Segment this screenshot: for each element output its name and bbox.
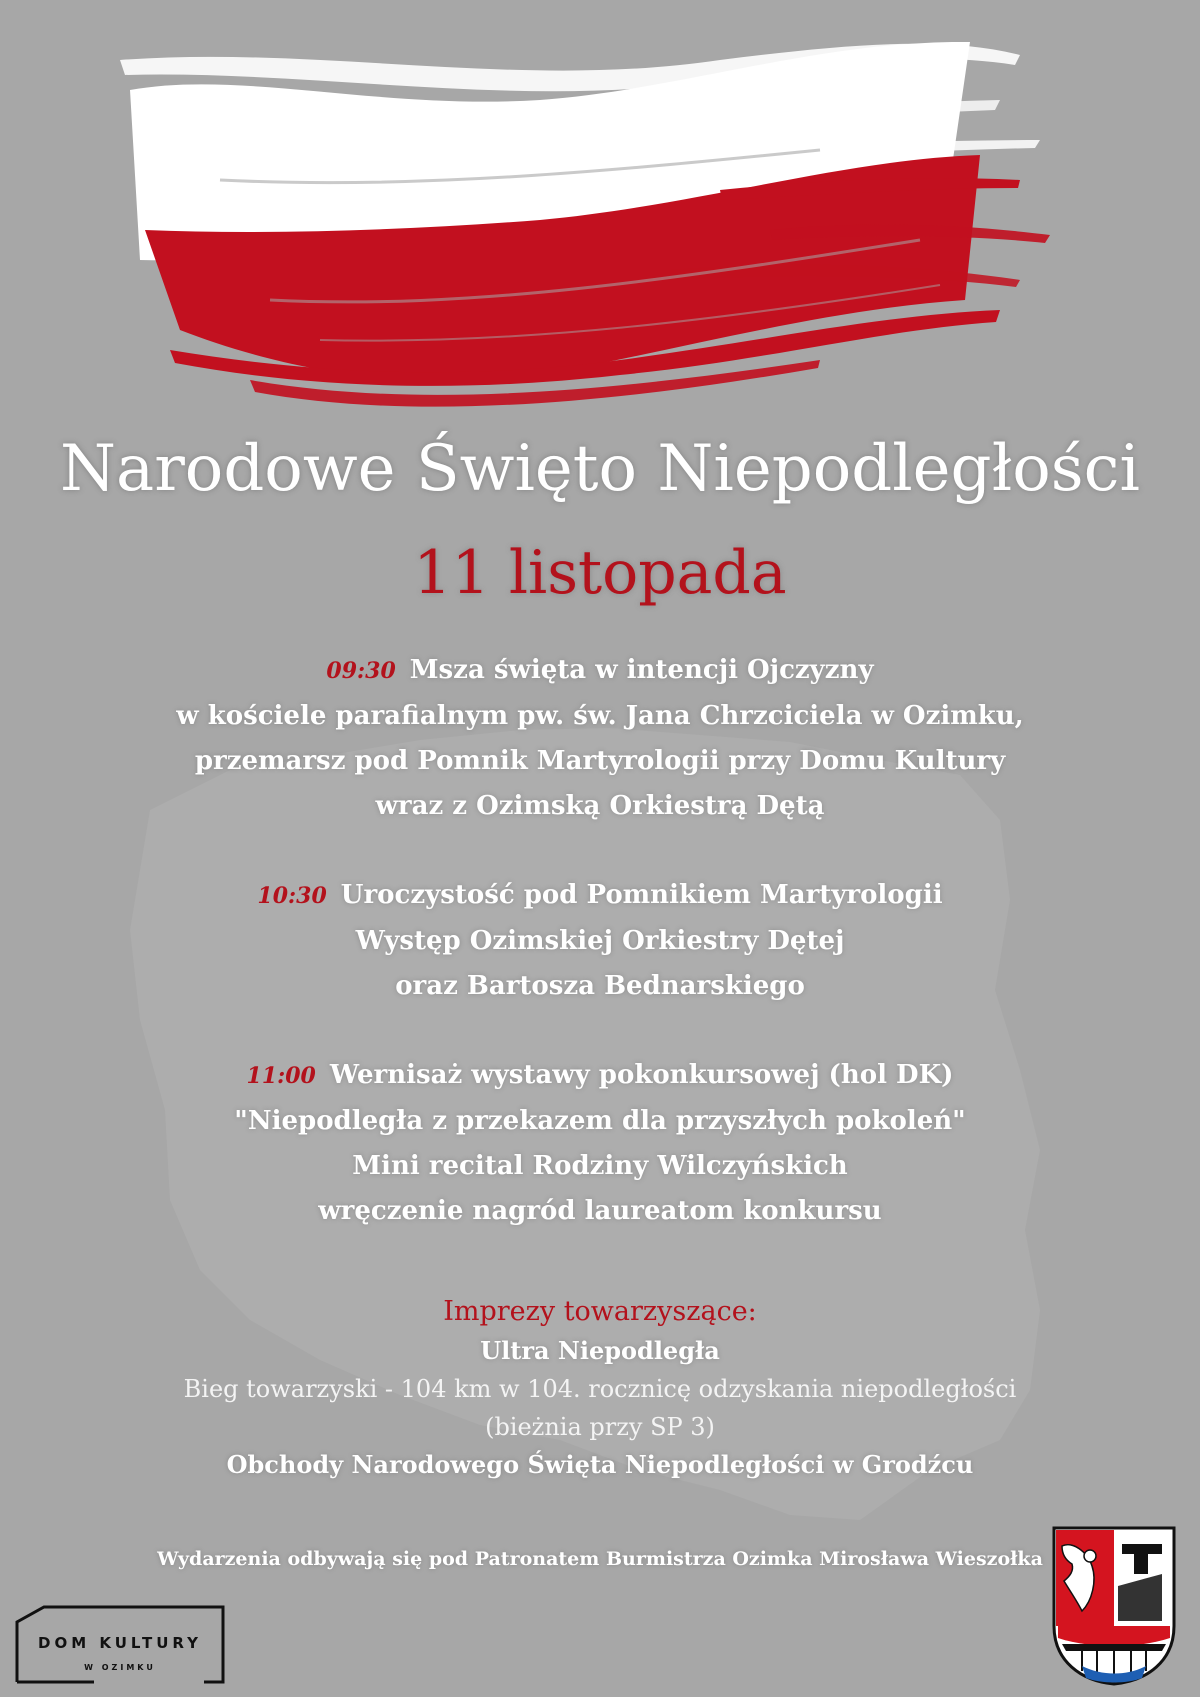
side-event-title: Ultra Niepodległa <box>480 1336 720 1365</box>
event-headline <box>0 873 1200 919</box>
logo-sub-text: W OZIMKU <box>84 1663 156 1672</box>
event-line: Wernisaż wystawy pokonkursowej (hol DK) <box>329 1060 954 1090</box>
event-line: Uroczystość pod Pomnikiem Martyrologii <box>340 880 943 910</box>
event-time: 10:30 <box>257 883 327 909</box>
event-line: wraz z Ozimską Orkiestrą Dętą <box>375 791 825 821</box>
side-event-title: Obchody Narodowego Święta Niepodległości w Grodźcu <box>226 1450 974 1479</box>
event-headline <box>0 648 1200 694</box>
event-date: 11 listopada <box>413 538 787 608</box>
event-line: oraz Bartosza Bednarskiego <box>395 971 805 1001</box>
event-1030 <box>0 873 1200 1009</box>
polish-flag-brushstroke <box>120 30 1080 430</box>
event-line: "Niepodległa z przekazem dla przyszłych pokoleń" <box>234 1106 966 1136</box>
side-event-location: (bieżnia przy SP 3) <box>485 1413 715 1441</box>
event-time: 11:00 <box>246 1063 316 1089</box>
poster-title: Narodowe Święto Niepodległości <box>60 432 1140 506</box>
side-events-heading: Imprezy towarzyszące: <box>443 1296 757 1327</box>
event-line: w kościele parafialnym pw. św. Jana Chrzciciela w Ozimku, <box>176 701 1024 731</box>
side-events <box>0 1292 1200 1484</box>
dom-kultury-logo <box>14 1604 226 1684</box>
event-line: Msza święta w intencji Ojczyzny <box>409 655 874 685</box>
event-line: wręczenie nagród laureatom konkursu <box>318 1196 882 1226</box>
event-1100 <box>0 1053 1200 1234</box>
patronage-note: Wydarzenia odbywają się pod Patronatem Burmistrza Ozimka Mirosława Wieszołka <box>157 1548 1043 1570</box>
event-headline <box>0 1053 1200 1099</box>
event-0930 <box>0 648 1200 829</box>
event-line: przemarsz pod Pomnik Martyrologii przy Domu Kultury <box>194 746 1006 776</box>
event-line: Mini recital Rodziny Wilczyńskich <box>352 1151 848 1181</box>
logo-main-text: DOM KULTURY <box>38 1634 202 1652</box>
ozimek-coat-of-arms-icon <box>1052 1526 1176 1686</box>
side-event-description: Bieg towarzyski - 104 km w 104. rocznicę odzyskania niepodległości <box>183 1375 1017 1403</box>
event-line: Występ Ozimskiej Orkiestry Dętej <box>355 926 845 956</box>
schedule <box>0 648 1200 1278</box>
event-time: 09:30 <box>326 658 396 684</box>
